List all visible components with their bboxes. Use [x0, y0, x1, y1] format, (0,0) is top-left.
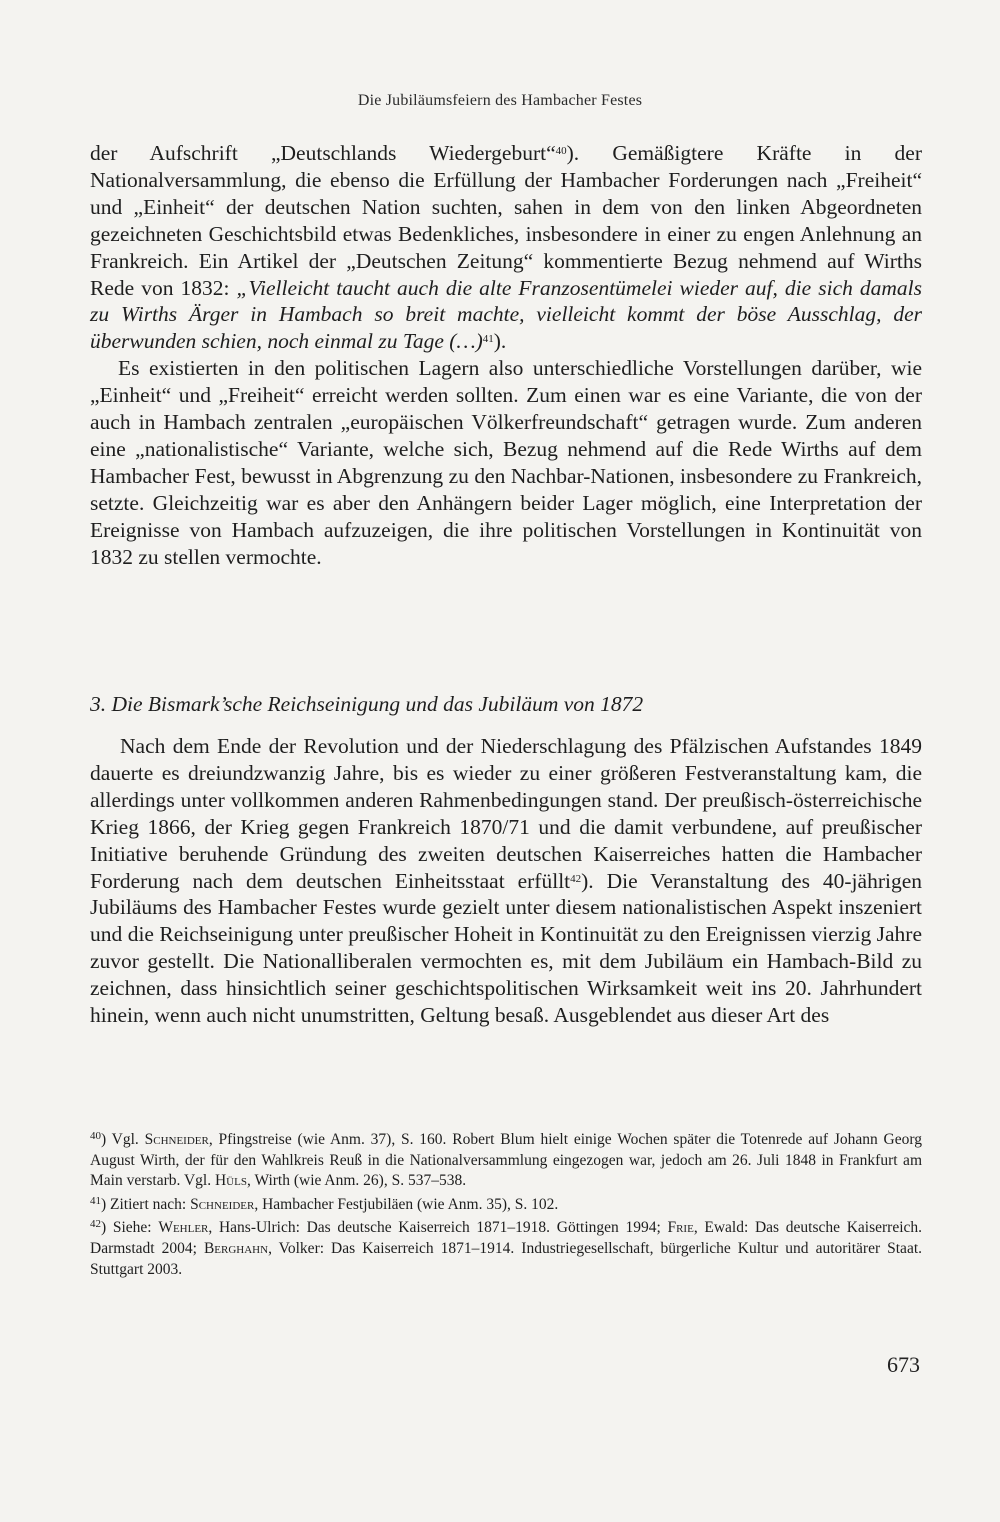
- body-text-upper: [90, 140, 922, 571]
- footnote-text: ) Zitiert nach:: [101, 1195, 191, 1213]
- footnote-author: Hüls: [214, 1172, 247, 1190]
- paragraph-1-text-b: ). Gemäßigtere Kräfte in der Nationalversammlung, die ebenso die Erfüllung der Hambacher Forderungen nach „Freiheit“ und „Einheit“ der deutschen Nation suchten, sahen in dem von den linken Abgeordneten gezeichneten Geschichtsbild etwas Bedenkliches, insbesondere in einer zu engen Anlehnung an Frankreich. Ein Artikel der „Deutschen Zeitung“ kommentierte Bezug nehmend auf Wirths Rede von 1832:: [90, 141, 922, 300]
- paragraph-1-text-a: der Aufschrift „Deutschlands Wiedergeburt“: [90, 141, 556, 165]
- paragraph-3: [90, 733, 922, 1029]
- footnote-text: ) Siehe:: [101, 1219, 159, 1237]
- footnote-number: 41: [90, 1194, 101, 1207]
- footnote-text: , Volker: Das Kaiserreich 1871–1914. Industriegesellschaft, bürgerliche Kultur und autoritärer Staat. Stuttgart 2003.: [90, 1239, 923, 1278]
- footnote-text: , Hambacher Festjubiläen (wie Anm. 35), S. 102.: [254, 1195, 559, 1213]
- footnote-author: Wehler: [158, 1219, 209, 1237]
- footnote-number: 42: [90, 1218, 101, 1231]
- footnote-author: Schneider: [144, 1131, 209, 1148]
- body-text-lower: [90, 733, 922, 1029]
- footnote-text: , Wirth (wie Anm. 26), S. 537–538.: [246, 1172, 467, 1190]
- footnote-40: [90, 1130, 922, 1192]
- footnote-41: [90, 1195, 922, 1216]
- section-heading: 3. Die Bismark’sche Reichseinigung und das Jubiläum von 1872: [90, 692, 644, 716]
- footnote-text: , Pfingstreise (wie Anm. 37), S. 160. Robert Blum hielt einige Wochen später die Totenrede auf Johann Georg August Wirth, der für den Wahlkreis Reuß in die Nationalversammlung eingezogen war, jedoch am 26. Juli 1848 in Frankfurt am Main verstarb. Vgl.: [90, 1131, 922, 1190]
- footnote-number: 40: [90, 1130, 101, 1142]
- footnote-ref-41[interactable]: 41: [482, 333, 494, 346]
- footnote-author: Schneider: [190, 1195, 255, 1213]
- page-number: 673: [887, 1352, 920, 1377]
- paragraph-1-text-c: ).: [493, 329, 507, 354]
- footnote-42: [90, 1218, 922, 1280]
- footnote-ref-40[interactable]: 40: [555, 145, 567, 157]
- quote-deutsche-zeitung: „Vielleicht taucht auch die alte Franzosentümelei wieder auf, die sich damals zu Wirths Ärger in Hambach so breit machte, vielleicht kommt der böse Ausschlag, der überwunden schien, noch einmal zu Tage (…): [90, 275, 923, 354]
- footnote-ref-42[interactable]: 42: [570, 872, 582, 885]
- paragraph-3-text-b: ). Die Veranstaltung des 40-jährigen Jubiläums des Hambacher Festes wurde gezielt unter diesem nationalistischen Aspekt inszeniert und die Reichseinigung unter preußischer Hoheit in Kontinuität zu den Ereignissen vierzig Jahre zuvor gestellt. Die Nationalliberalen vermochten es, mit dem Jubiläum ein Hambach-Bild zu zeichnen, dass hinsichtlich seiner geschichtspolitischen Wirksamkeit weit ins 20. Jahrhundert hinein, wenn auch nicht unumstritten, Geltung besaß. Ausgeblendet aus dieser Art des: [90, 868, 922, 1028]
- footnote-author: Berghahn: [203, 1239, 269, 1257]
- paragraph-2: Es existierten in den politischen Lagern also unterschiedliche Vorstellungen darüber, wie „Einheit“ und „Freiheit“ erreicht werden sollten. Zum einen war es eine Variante, die von der auch in Hambach zentralen „europäischen Völkerfreundschaft“ getragen wurde. Zum anderen eine „nationalistische“ Variante, welche sich, Bezug nehmend auf die Rede Wirths auf dem Hambacher Fest, bewusst in Abgrenzung zu den Nachbar-Nationen, insbesondere zu Frankreich, setzte. Gleichzeitig war es aber den Anhängern beider Lager möglich, eine Interpretation der Ereignisse von Hambach aufzuzeigen, die ihre politischen Vorstellungen in Kontinuität von 1832 zu stellen vermochte.: [90, 356, 922, 569]
- paragraph-1: [90, 140, 922, 355]
- footnotes: [90, 1130, 922, 1283]
- running-head: Die Jubiläumsfeiern des Hambacher Festes: [357, 92, 643, 109]
- footnote-author: Frie: [667, 1219, 694, 1237]
- paragraph-3-text-a: Nach dem Ende der Revolution und der Niederschlagung des Pfälzischen Aufstandes 1849 dauerte es dreiundzwanzig Jahre, bis es wieder zu einer größeren Festveranstaltung kam, die allerdings unter vollkommen anderen Rahmenbedingungen stand. Der preußisch-österreichische Krieg 1866, der Krieg gegen Frankreich 1870/71 und die damit verbundene, auf preußischer Initiative beruhende Gründung des zweiten deutschen Kaiserreiches hatten die Hambacher Forderung nach dem deutschen Einheitsstaat erfüllt: [90, 734, 922, 893]
- footnote-text: , Hans-Ulrich: Das deutsche Kaiserreich 1871–1918. Göttingen 1994;: [208, 1219, 668, 1237]
- footnote-text: ) Vgl.: [101, 1131, 145, 1148]
- footnote-text: , Ewald: Das deutsche Kaiserreich. Darmstadt 2004;: [90, 1219, 923, 1257]
